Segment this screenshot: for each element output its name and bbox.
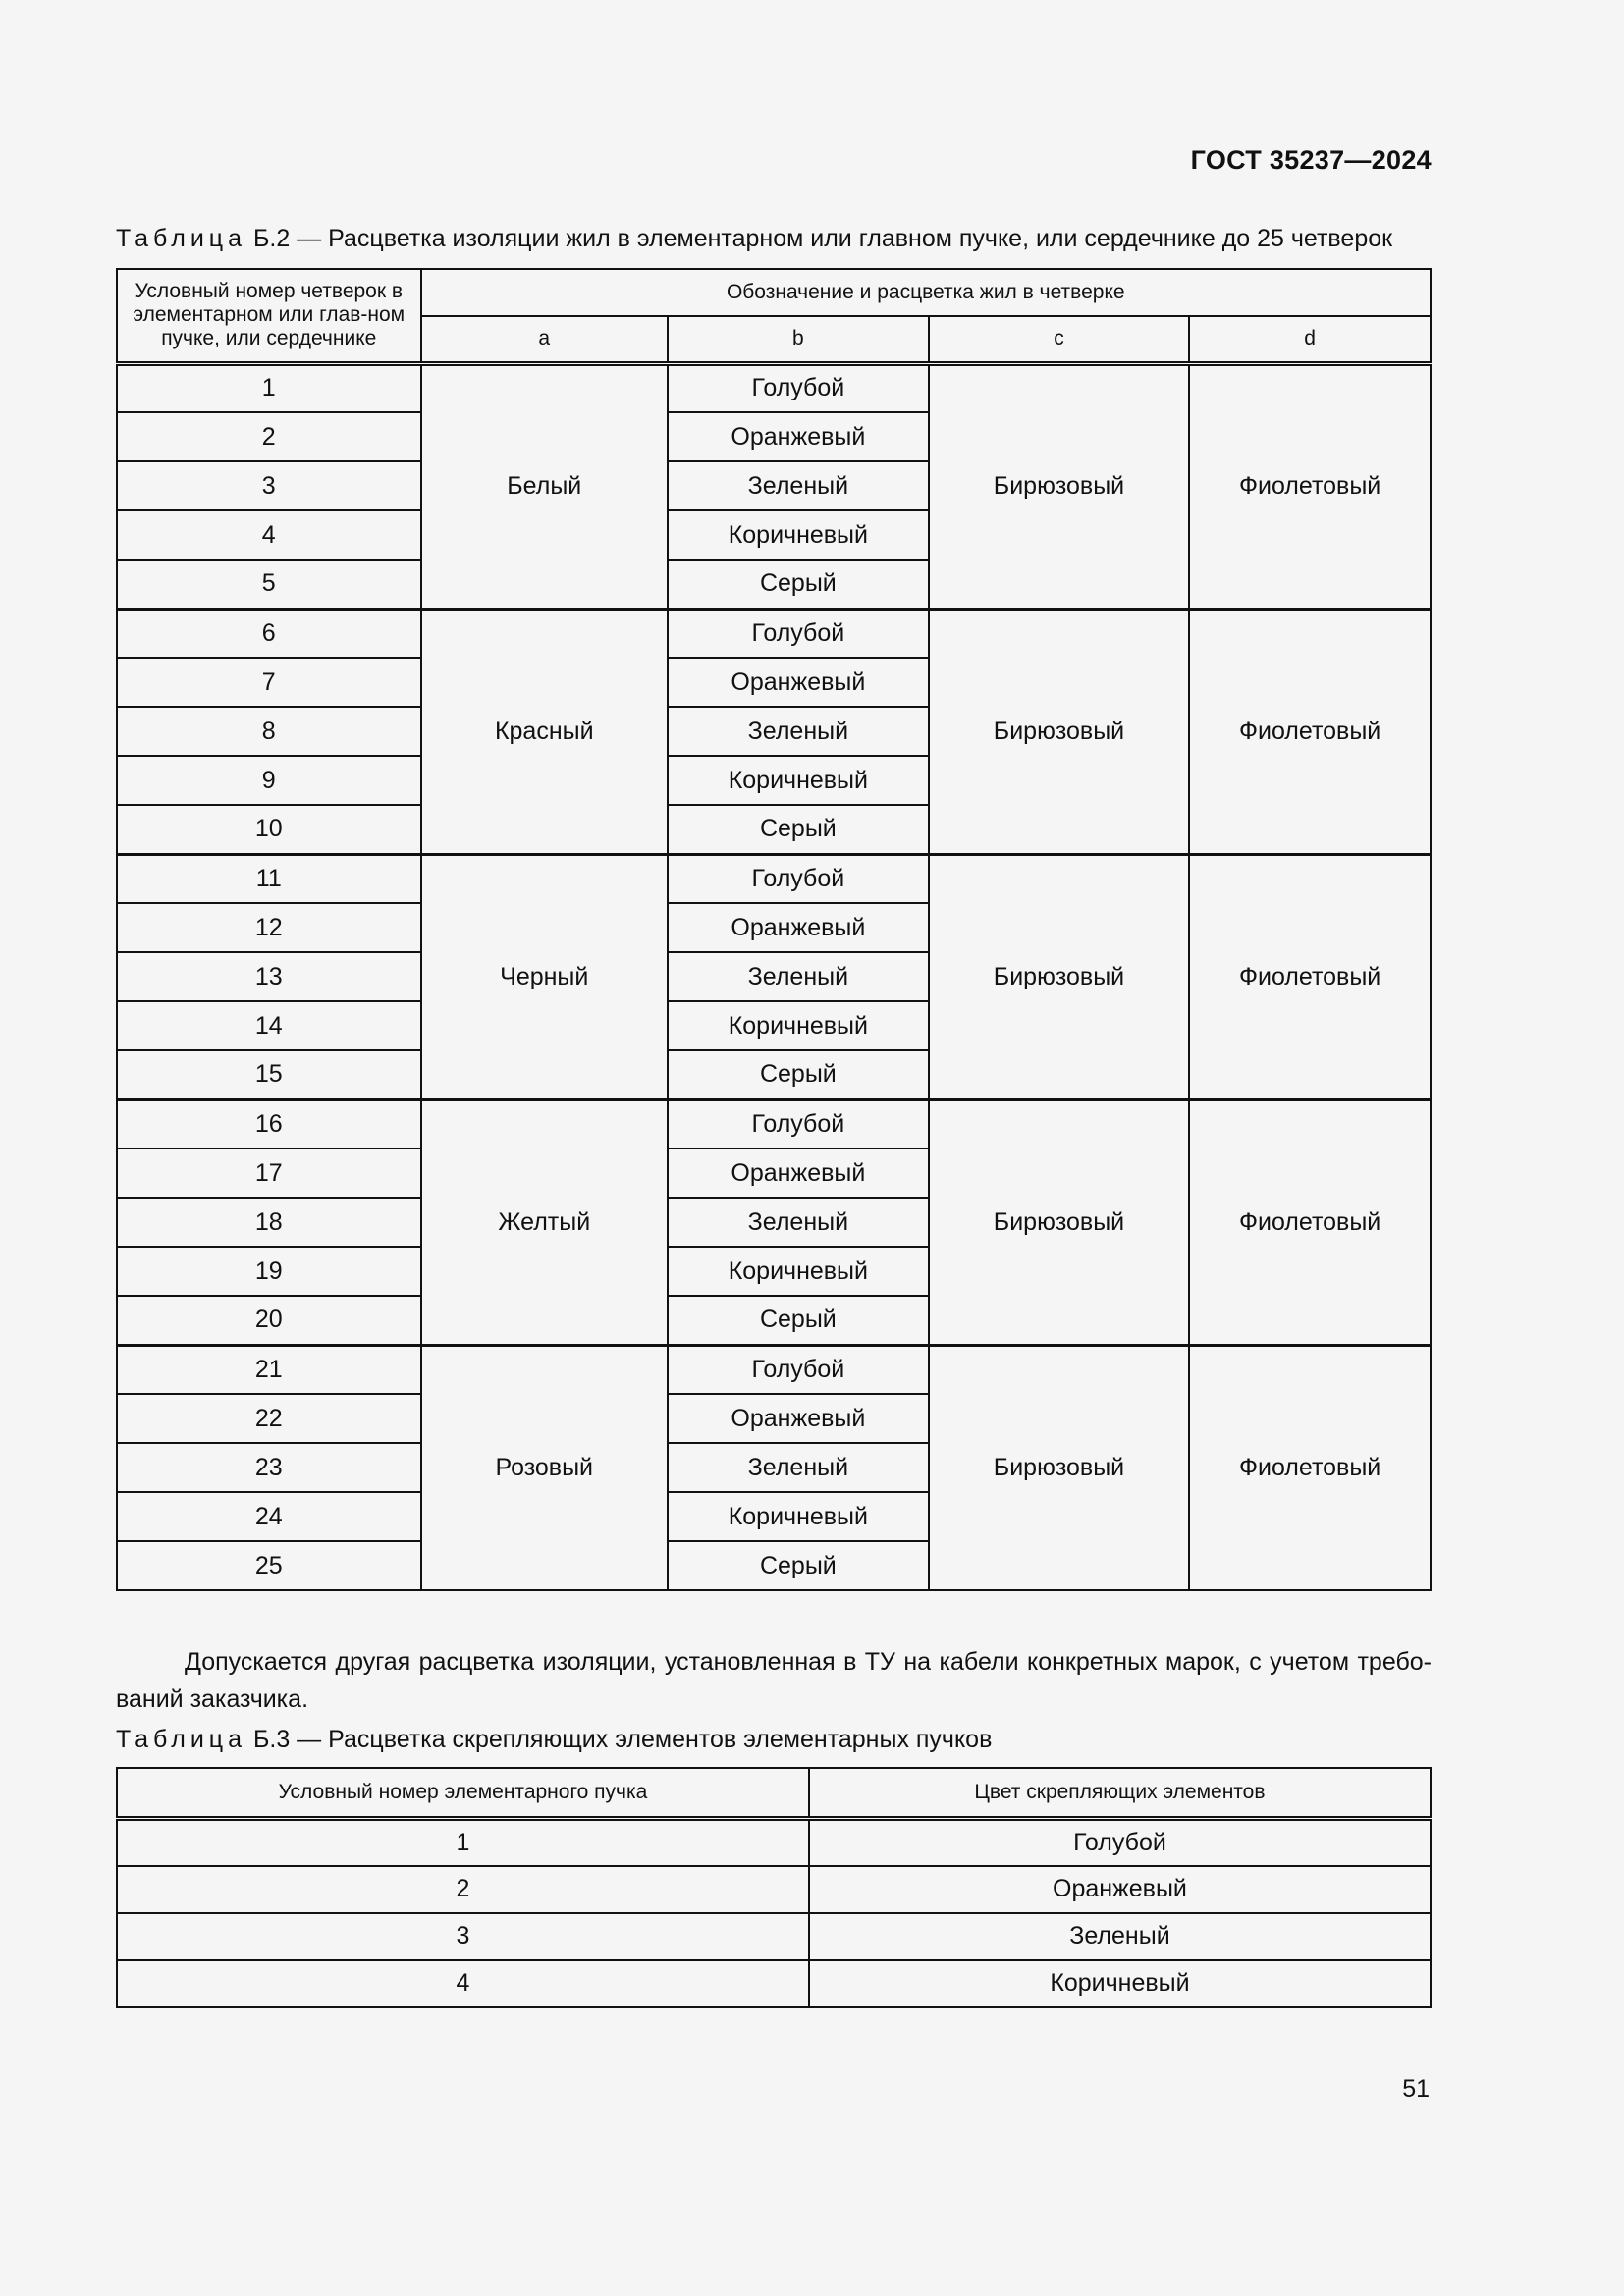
caption-text: Б.2 — Расцветка изоляции жил в элементарном или главном пучке, или сердечнике до 25 четверок [252, 225, 1393, 252]
color-d-cell: Фиолетовый [1189, 1099, 1431, 1345]
quad-number-cell: 19 [117, 1247, 421, 1296]
quad-number-cell: 1 [117, 363, 421, 412]
table-b3-caption [116, 1726, 992, 1754]
color-b-cell: Оранжевый [668, 412, 929, 461]
quad-number-cell: 11 [117, 854, 421, 903]
color-b-cell: Коричневый [668, 1247, 929, 1296]
header-binder-color: Цвет скрепляющих элементов [809, 1768, 1431, 1819]
header-bundle-number: Условный номер элементарного пучка [117, 1768, 809, 1819]
color-c-cell: Бирюзовый [929, 363, 1190, 609]
binder-color-cell: Оранжевый [809, 1866, 1431, 1913]
quad-number-cell: 6 [117, 609, 421, 658]
color-b-cell: Зеленый [668, 461, 929, 510]
color-a-cell: Розовый [421, 1345, 669, 1590]
bundle-number-cell: 2 [117, 1866, 809, 1913]
page-number: 51 [1402, 2075, 1430, 2103]
quad-number-cell: 9 [117, 756, 421, 805]
caption-text: Б.3 — Расцветка скрепляющих элементов элементарных пучков [252, 1726, 993, 1753]
color-b-cell: Оранжевый [668, 658, 929, 707]
table-row [117, 854, 1431, 903]
header-quad-number: Условный номер четверок в элементарном или глав-ном пучке, или сердечнике [117, 269, 421, 363]
binder-color-cell: Голубой [809, 1819, 1431, 1866]
quad-number-cell: 25 [117, 1541, 421, 1590]
color-a-cell: Желтый [421, 1099, 669, 1345]
color-b-cell: Зеленый [668, 952, 929, 1001]
quad-number-cell: 8 [117, 707, 421, 756]
header-col-c: c [929, 316, 1190, 363]
color-a-cell: Красный [421, 609, 669, 854]
color-b-cell: Серый [668, 805, 929, 854]
quad-number-cell: 17 [117, 1148, 421, 1198]
quad-number-cell: 22 [117, 1394, 421, 1443]
table-row [117, 1099, 1431, 1148]
color-b-cell: Серый [668, 560, 929, 609]
quad-number-cell: 14 [117, 1001, 421, 1050]
quad-number-cell: 12 [117, 903, 421, 952]
document-code: ГОСТ 35237—2024 [1190, 145, 1432, 175]
quad-number-cell: 10 [117, 805, 421, 854]
table-row [117, 1913, 1431, 1960]
quad-number-cell: 16 [117, 1099, 421, 1148]
table-row [117, 1345, 1431, 1394]
color-d-cell: Фиолетовый [1189, 609, 1431, 854]
color-c-cell: Бирюзовый [929, 854, 1190, 1099]
color-c-cell: Бирюзовый [929, 609, 1190, 854]
color-b-cell: Голубой [668, 854, 929, 903]
color-c-cell: Бирюзовый [929, 1099, 1190, 1345]
note-paragraph: Допускается другая расцветка изоляции, установленная в ТУ на кабели конкретных марок, с учетом требо-ваний заказчика. [116, 1648, 1432, 1713]
header-col-b: b [668, 316, 929, 363]
caption-label: Таблица [116, 1726, 247, 1753]
table-b2-caption [116, 225, 1392, 253]
color-c-cell: Бирюзовый [929, 1345, 1190, 1590]
table-b2 [116, 268, 1432, 1591]
quad-number-cell: 24 [117, 1492, 421, 1541]
header-col-a: a [421, 316, 669, 363]
table-row [117, 1819, 1431, 1866]
color-b-cell: Оранжевый [668, 1394, 929, 1443]
quad-number-cell: 18 [117, 1198, 421, 1247]
color-b-cell: Голубой [668, 1099, 929, 1148]
color-b-cell: Голубой [668, 1345, 929, 1394]
quad-number-cell: 21 [117, 1345, 421, 1394]
color-b-cell: Зеленый [668, 1198, 929, 1247]
quad-number-cell: 23 [117, 1443, 421, 1492]
quad-number-cell: 3 [117, 461, 421, 510]
color-b-cell: Оранжевый [668, 1148, 929, 1198]
color-b-cell: Серый [668, 1541, 929, 1590]
color-b-cell: Зеленый [668, 707, 929, 756]
quad-number-cell: 4 [117, 510, 421, 560]
color-d-cell: Фиолетовый [1189, 1345, 1431, 1590]
quad-number-cell: 7 [117, 658, 421, 707]
binder-color-cell: Зеленый [809, 1913, 1431, 1960]
table-row [117, 1866, 1431, 1913]
binder-color-cell: Коричневый [809, 1960, 1431, 2007]
color-a-cell: Белый [421, 363, 669, 609]
bundle-number-cell: 1 [117, 1819, 809, 1866]
quad-number-cell: 2 [117, 412, 421, 461]
color-b-cell: Серый [668, 1296, 929, 1345]
table-row [117, 363, 1431, 412]
color-b-cell: Серый [668, 1050, 929, 1099]
quad-number-cell: 15 [117, 1050, 421, 1099]
header-designation-group: Обозначение и расцветка жил в четверке [421, 269, 1432, 316]
color-a-cell: Черный [421, 854, 669, 1099]
table-row [117, 609, 1431, 658]
quad-number-cell: 20 [117, 1296, 421, 1345]
bundle-number-cell: 4 [117, 1960, 809, 2007]
color-d-cell: Фиолетовый [1189, 854, 1431, 1099]
color-d-cell: Фиолетовый [1189, 363, 1431, 609]
bundle-number-cell: 3 [117, 1913, 809, 1960]
caption-label: Таблица [116, 225, 247, 252]
color-b-cell: Зеленый [668, 1443, 929, 1492]
color-b-cell: Коричневый [668, 756, 929, 805]
color-b-cell: Голубой [668, 363, 929, 412]
color-b-cell: Коричневый [668, 1492, 929, 1541]
table-row [117, 1960, 1431, 2007]
quad-number-cell: 5 [117, 560, 421, 609]
color-b-cell: Голубой [668, 609, 929, 658]
header-col-d: d [1189, 316, 1431, 363]
color-b-cell: Оранжевый [668, 903, 929, 952]
quad-number-cell: 13 [117, 952, 421, 1001]
color-b-cell: Коричневый [668, 510, 929, 560]
color-b-cell: Коричневый [668, 1001, 929, 1050]
table-b3 [116, 1767, 1432, 2008]
